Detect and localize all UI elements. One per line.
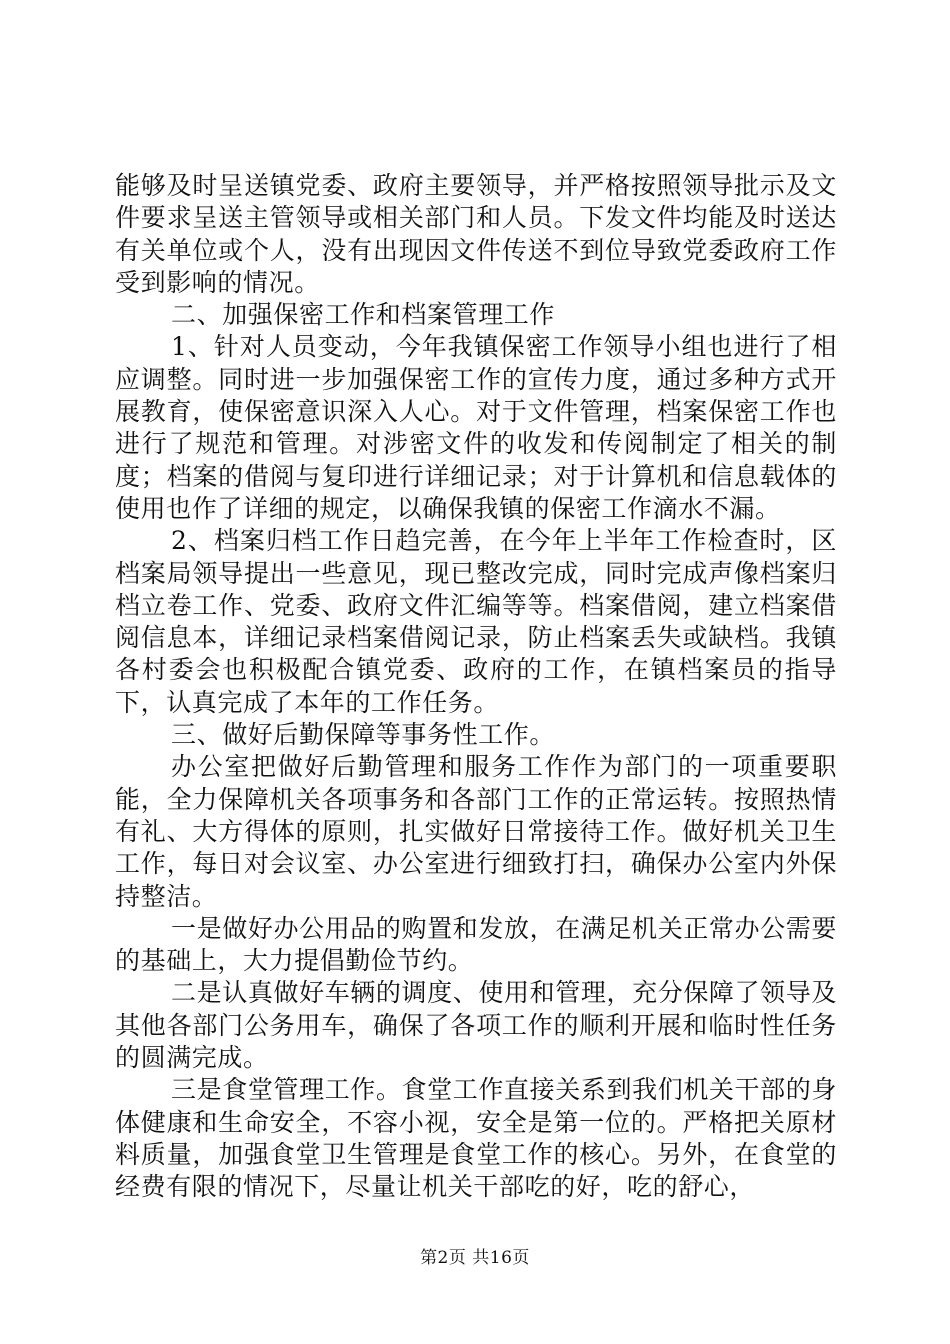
paragraph-vehicles: 二是认真做好车辆的调度、使用和管理，充分保障了领导及其他各部门公务用车，确保了各项工作的顺利开展和临时性任务的圆满完成。 [115, 978, 837, 1073]
paragraph-canteen: 三是食堂管理工作。食堂工作直接关系到我们机关干部的身体健康和生命安全，不容小视，安全是第一位的。严格把关原材料质量，加强食堂卫生管理是食堂工作的核心。另外，在食堂的经费有限的情况下，尽量让机关干部吃的好，吃的舒心， [115, 1075, 837, 1202]
paragraph-office-supplies: 一是做好办公用品的购置和发放，在满足机关正常办公需要的基础上，大力提倡勤俭节约。 [115, 913, 837, 976]
paragraph-archives: 2、档案归档工作日趋完善，在今年上半年工作检查时，区档案局领导提出一些意见，现已整改完成，同时完成声像档案归档立卷工作、党委、政府文件汇编等等。档案借阅，建立档案借阅信息本，详细记录档案借阅记录，防止档案丢失或缺档。我镇各村委会也积极配合镇党委、政府的工作，在镇档案员的指导下，认真完成了本年的工作任务。 [115, 526, 837, 717]
document-body [115, 170, 837, 1204]
paragraph-confidentiality: 1、针对人员变动，今年我镇保密工作领导小组也进行了相应调整。同时进一步加强保密工作的宣传力度，通过多种方式开展教育，使保密意识深入人心。对于文件管理，档案保密工作也进行了规范和管理。对涉密文件的收发和传阅制定了相关的制度；档案的借阅与复印进行详细记录；对于计算机和信息载体的使用也作了详细的规定，以确保我镇的保密工作滴水不漏。 [115, 332, 837, 523]
section-heading-2: 二、加强保密工作和档案管理工作 [171, 300, 556, 330]
paragraph-continuation: 能够及时呈送镇党委、政府主要领导，并严格按照领导批示及文件要求呈送主管领导或相关部门和人员。下发文件均能及时送达有关单位或个人，没有出现因文件传送不到位导致党委政府工作受到影响的情况。 [115, 171, 837, 297]
section-heading-3: 三、做好后勤保障等事务性工作。 [171, 720, 556, 750]
paragraph-logistics: 办公室把做好后勤管理和服务工作作为部门的一项重要职能，全力保障机关各项事务和各部门工作的正常运转。按照热情有礼、大方得体的原则，扎实做好日常接待工作。做好机关卫生工作，每日对会议室、办公室进行细致打扫，确保办公室内外保持整洁。 [115, 752, 837, 911]
page-number-footer: 第2页 共16页 [420, 1248, 530, 1268]
